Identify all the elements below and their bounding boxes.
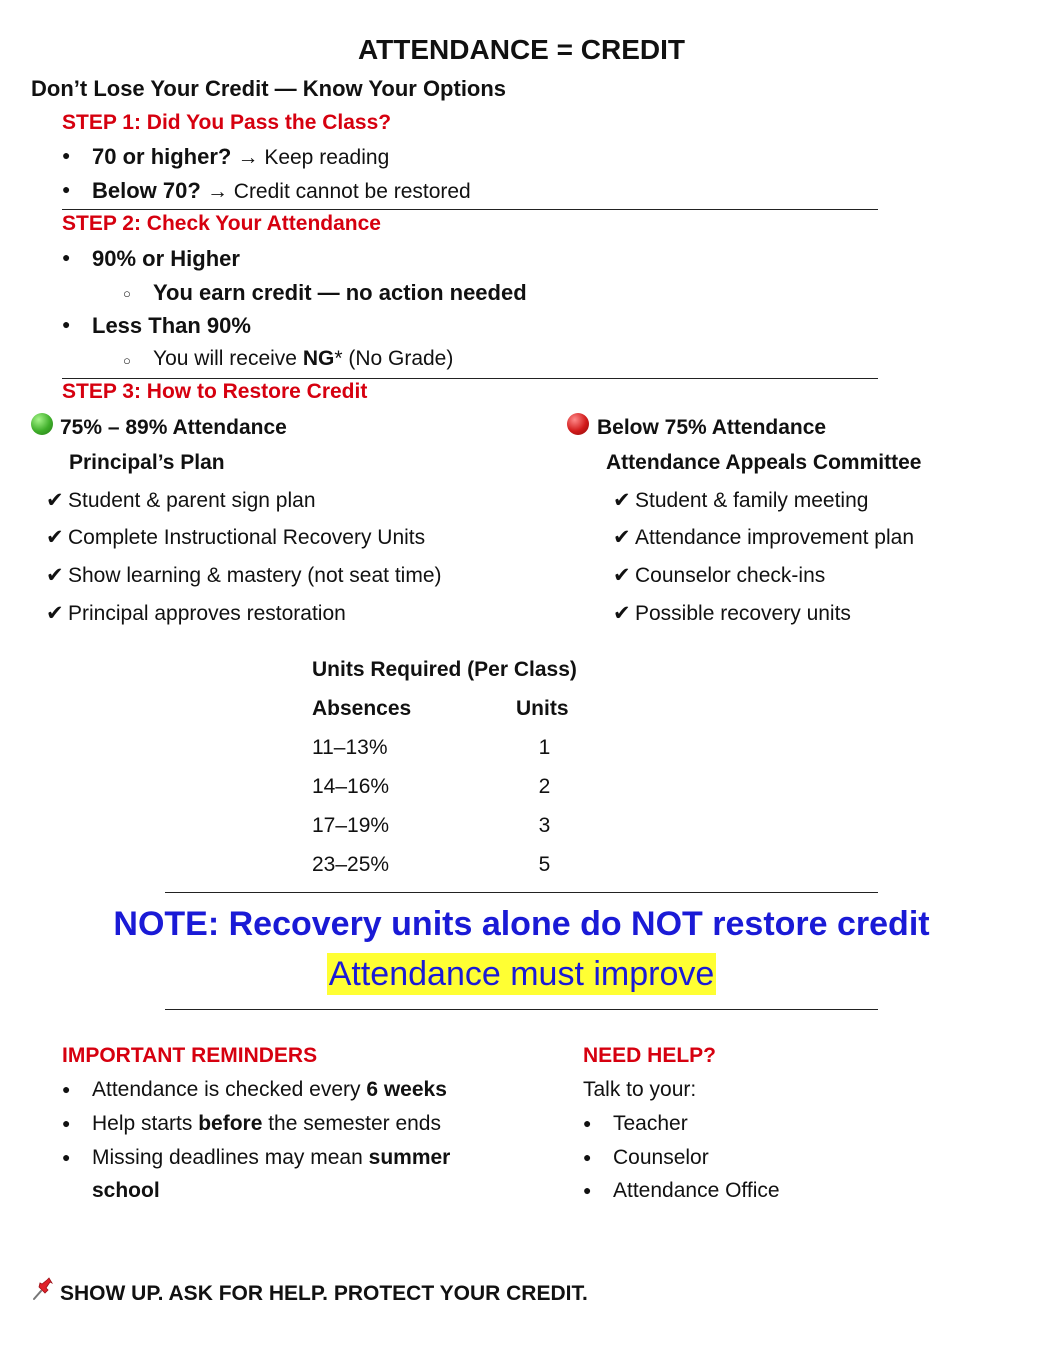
table-row-absences: 11–13% bbox=[312, 736, 388, 759]
step2-item-label: 90% or Higher bbox=[92, 246, 240, 271]
table-row-absences: 23–25% bbox=[312, 853, 390, 876]
step2-subitem-label: You earn credit — no action needed bbox=[153, 280, 527, 305]
step1-item-text: → Credit cannot be restored bbox=[206, 180, 471, 203]
left-check-label: Complete Instructional Recovery Units bbox=[68, 526, 426, 549]
right-plan-subheading: Attendance Appeals Committee bbox=[606, 451, 922, 474]
left-check-item bbox=[46, 488, 316, 513]
right-check-item bbox=[613, 525, 914, 550]
help-item-label: Counselor bbox=[613, 1146, 709, 1169]
units-table-header-absences: Absences bbox=[312, 697, 412, 720]
reminder-text: Help starts bbox=[92, 1112, 199, 1135]
bullet-icon: ● bbox=[62, 181, 71, 197]
reminder-bold: summer bbox=[368, 1146, 451, 1169]
divider bbox=[62, 209, 878, 210]
step2-item-label: Less Than 90% bbox=[92, 313, 251, 338]
step2-heading: STEP 2: Check Your Attendance bbox=[62, 212, 381, 235]
bullet-icon: ● bbox=[583, 1182, 592, 1198]
check-icon: ✔ bbox=[613, 564, 631, 587]
reminder-bold: 6 weeks bbox=[366, 1078, 447, 1101]
bullet-icon: ● bbox=[62, 316, 71, 332]
check-icon: ✔ bbox=[46, 489, 64, 512]
step3-heading: STEP 3: How to Restore Credit bbox=[62, 380, 368, 403]
divider bbox=[62, 378, 878, 379]
reminder-wrap-text: school bbox=[92, 1179, 160, 1202]
reminder-text: the semester ends bbox=[262, 1112, 441, 1135]
red-circle-icon bbox=[567, 413, 589, 435]
reminders-heading: IMPORTANT REMINDERS bbox=[62, 1044, 318, 1067]
right-check-label: Student & family meeting bbox=[635, 489, 869, 512]
left-check-label: Show learning & mastery (not seat time) bbox=[68, 564, 442, 587]
circle-bullet-icon: ○ bbox=[123, 353, 131, 368]
table-row-absences: 17–19% bbox=[312, 814, 390, 837]
bullet-icon: ● bbox=[583, 1115, 592, 1131]
step1-heading: STEP 1: Did You Pass the Class? bbox=[62, 111, 392, 134]
bullet-icon: ● bbox=[62, 249, 71, 265]
left-check-item bbox=[46, 525, 425, 550]
help-heading: NEED HELP? bbox=[583, 1044, 717, 1067]
right-check-label: Possible recovery units bbox=[635, 602, 851, 625]
step1-item-text: → Keep reading bbox=[237, 146, 390, 169]
table-row-units: 5 bbox=[538, 853, 551, 876]
page-title: ATTENDANCE = CREDIT bbox=[358, 34, 685, 65]
note-highlight: Attendance must improve bbox=[328, 955, 715, 993]
green-circle-icon bbox=[31, 413, 53, 435]
left-plan-subheading: Principal’s Plan bbox=[69, 451, 225, 474]
bullet-icon: ● bbox=[62, 1115, 71, 1131]
bullet-icon: ● bbox=[62, 147, 71, 163]
bullet-icon: ● bbox=[583, 1149, 592, 1165]
ng-text-bold: NG bbox=[302, 347, 335, 370]
bullet-icon: ● bbox=[62, 1081, 71, 1097]
check-icon: ✔ bbox=[46, 602, 64, 625]
ng-text-post: * (No Grade) bbox=[334, 347, 454, 370]
units-table-title: Units Required (Per Class) bbox=[312, 658, 577, 681]
bullet-icon: ● bbox=[62, 1149, 71, 1165]
units-table-header-units: Units bbox=[516, 697, 569, 720]
table-row-units: 2 bbox=[538, 775, 551, 798]
right-check-label: Counselor check-ins bbox=[635, 564, 826, 587]
table-row-units: 1 bbox=[538, 736, 551, 759]
right-plan-heading: Below 75% Attendance bbox=[597, 416, 827, 439]
step1-item-bold: Below 70? bbox=[92, 178, 201, 203]
note-highlight-box bbox=[0, 955, 1043, 994]
help-intro: Talk to your: bbox=[583, 1078, 697, 1101]
reminder-text: Missing deadlines may mean bbox=[92, 1146, 369, 1169]
right-check-item bbox=[613, 563, 825, 588]
table-row-units: 3 bbox=[538, 814, 551, 837]
check-icon: ✔ bbox=[46, 564, 64, 587]
right-check-label: Attendance improvement plan bbox=[635, 526, 914, 549]
ng-text-pre: You will receive bbox=[153, 347, 303, 370]
divider bbox=[165, 892, 878, 893]
footer-slogan: SHOW UP. ASK FOR HELP. PROTECT YOUR CREDIT. bbox=[60, 1282, 588, 1305]
reminder-bold: before bbox=[198, 1112, 263, 1135]
help-item-label: Teacher bbox=[613, 1112, 688, 1135]
divider bbox=[165, 1009, 878, 1010]
note-line: NOTE: Recovery units alone do NOT restore credit bbox=[113, 905, 930, 943]
reminder-text: Attendance is checked every bbox=[92, 1078, 367, 1101]
left-check-label: Student & parent sign plan bbox=[68, 489, 316, 512]
left-check-item bbox=[46, 563, 442, 588]
left-check-label: Principal approves restoration bbox=[68, 602, 346, 625]
check-icon: ✔ bbox=[46, 526, 64, 549]
check-icon: ✔ bbox=[613, 602, 631, 625]
check-icon: ✔ bbox=[613, 489, 631, 512]
page-subtitle: Don’t Lose Your Credit — Know Your Options bbox=[31, 76, 507, 101]
right-check-item bbox=[613, 488, 868, 513]
left-check-item bbox=[46, 601, 346, 626]
check-icon: ✔ bbox=[613, 526, 631, 549]
step1-item-bold: 70 or higher? bbox=[92, 144, 232, 169]
right-check-item bbox=[613, 601, 851, 626]
circle-bullet-icon: ○ bbox=[123, 286, 131, 301]
left-plan-heading: 75% – 89% Attendance bbox=[60, 416, 287, 439]
table-row-absences: 14–16% bbox=[312, 775, 390, 798]
help-item-label: Attendance Office bbox=[613, 1179, 780, 1202]
pushpin-icon bbox=[30, 1276, 56, 1302]
